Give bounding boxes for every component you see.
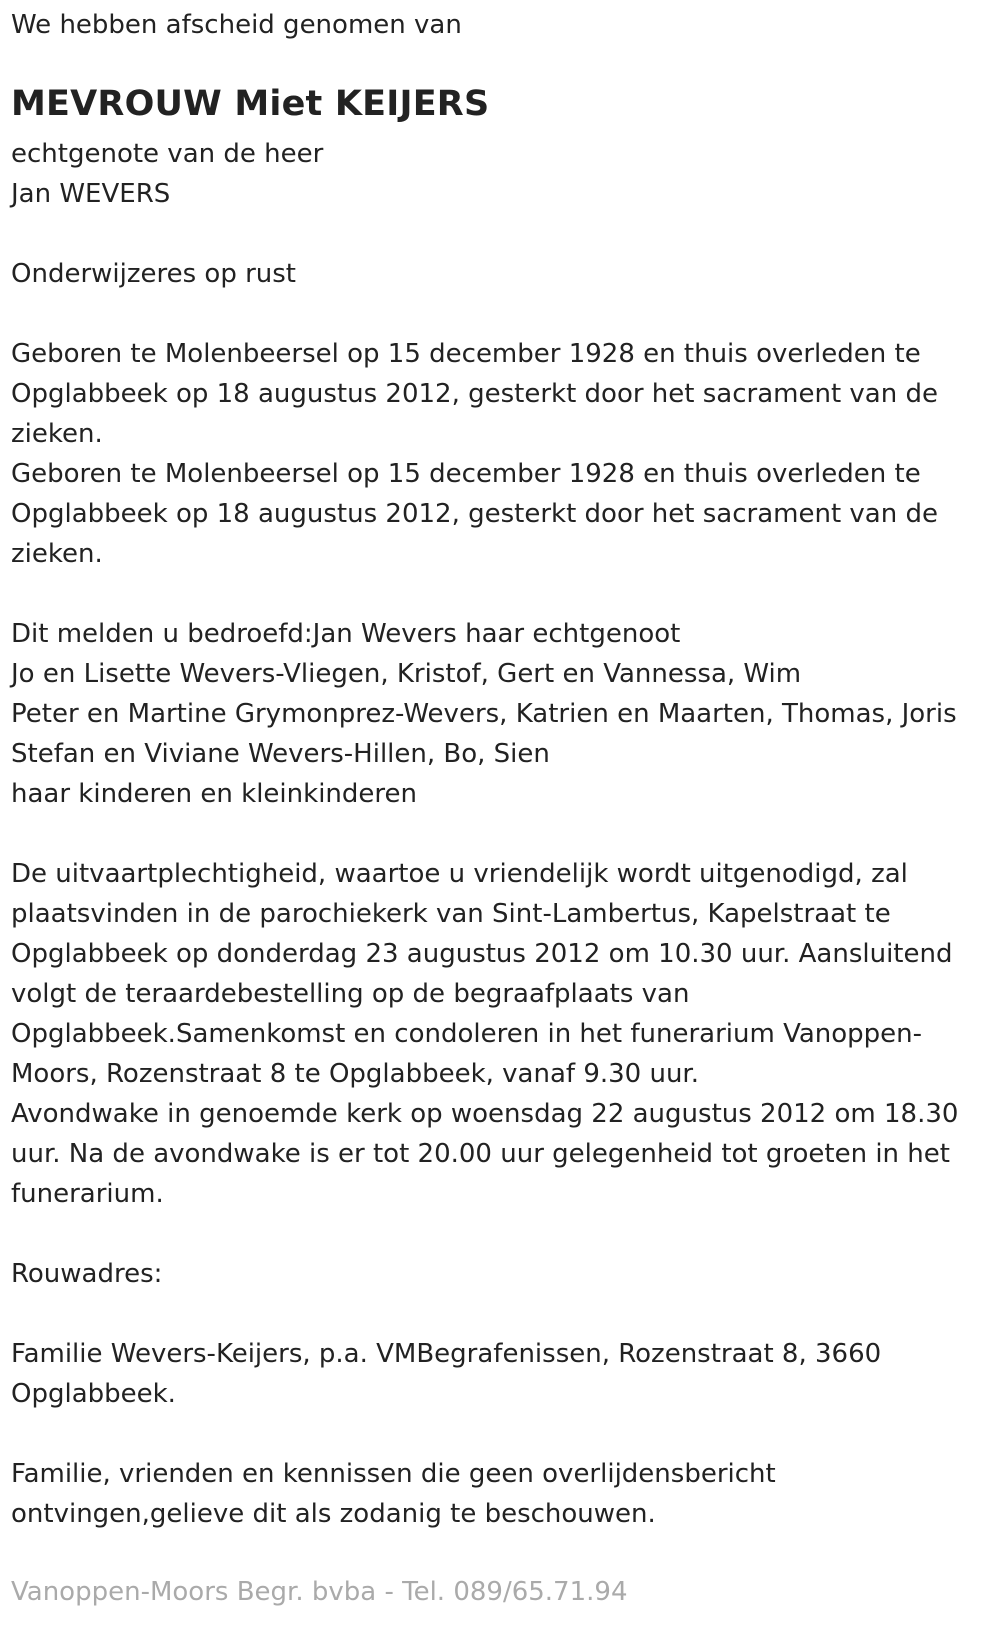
birth-line: Opglabbeek op 18 augustus 2012, gesterkt door het sacrament van de xyxy=(11,379,938,409)
profession-text: Onderwijzeres op rust xyxy=(11,259,296,289)
ceremony-section xyxy=(11,854,958,1214)
notice-line: ontvingen,gelieve dit als zodanig te beschouwen. xyxy=(11,1499,656,1529)
birth-line: zieken. xyxy=(11,539,103,569)
family-line: Jo en Lisette Wevers-Vliegen, Kristof, Gert en Vannessa, Wim xyxy=(11,659,802,689)
address-section xyxy=(11,1334,881,1414)
family-section xyxy=(11,614,957,814)
address-line: Familie Wevers-Keijers, p.a. VMBegrafenissen, Rozenstraat 8, 3660 xyxy=(11,1339,882,1369)
notice-section xyxy=(11,1454,776,1534)
profession-section xyxy=(11,254,296,294)
intro-text: We hebben afscheid genomen van xyxy=(11,10,462,40)
ceremony-line: De uitvaartplechtigheid, waartoe u vriendelijk wordt uitgenodigd, zal xyxy=(11,859,908,889)
spouse-section xyxy=(11,134,323,214)
birth-line: Geboren te Molenbeersel op 15 december 1928 en thuis overleden te xyxy=(11,339,921,369)
birth-death-section xyxy=(11,334,938,574)
family-line: Peter en Martine Grymonprez-Wevers, Katrien en Maarten, Thomas, Joris xyxy=(11,699,957,729)
deceased-name: MEVROUW Miet KEIJERS xyxy=(11,84,490,124)
family-line: Stefan en Viviane Wevers-Hillen, Bo, Sien xyxy=(11,739,550,769)
ceremony-line: Opglabbeek.Samenkomst en condoleren in het funerarium Vanoppen- xyxy=(11,1019,923,1049)
family-line: Dit melden u bedroefd:Jan Wevers haar echtgenoot xyxy=(11,619,681,649)
family-line: haar kinderen en kleinkinderen xyxy=(11,779,417,809)
ceremony-line: Opglabbeek op donderdag 23 augustus 2012 om 10.30 uur. Aansluitend xyxy=(11,939,953,969)
notice-line: Familie, vrienden en kennissen die geen overlijdensbericht xyxy=(11,1459,776,1489)
address-line: Opglabbeek. xyxy=(11,1379,176,1409)
ceremony-line: funerarium. xyxy=(11,1179,164,1209)
spouse-line: echtgenote van de heer xyxy=(11,139,324,169)
ceremony-line: Moors, Rozenstraat 8 te Opglabbeek, vanaf 9.30 uur. xyxy=(11,1059,699,1089)
ceremony-line: Avondwake in genoemde kerk op woensdag 22 augustus 2012 om 18.30 xyxy=(11,1099,959,1129)
ceremony-line: volgt de teraardebestelling op de begraafplaats van xyxy=(11,979,690,1009)
address-label: Rouwadres: xyxy=(11,1259,163,1289)
birth-line: Geboren te Molenbeersel op 15 december 1928 en thuis overleden te xyxy=(11,459,921,489)
address-label-section xyxy=(11,1254,162,1294)
spouse-name: Jan WEVERS xyxy=(11,179,171,209)
birth-line: zieken. xyxy=(11,419,103,449)
birth-line: Opglabbeek op 18 augustus 2012, gesterkt door het sacrament van de xyxy=(11,499,938,529)
ceremony-line: uur. Na de avondwake is er tot 20.00 uur gelegenheid tot groeten in het xyxy=(11,1139,950,1169)
funeral-home-footer: Vanoppen-Moors Begr. bvba - Tel. 089/65.71.94 xyxy=(11,1577,628,1607)
ceremony-line: plaatsvinden in de parochiekerk van Sint-Lambertus, Kapelstraat te xyxy=(11,899,891,929)
